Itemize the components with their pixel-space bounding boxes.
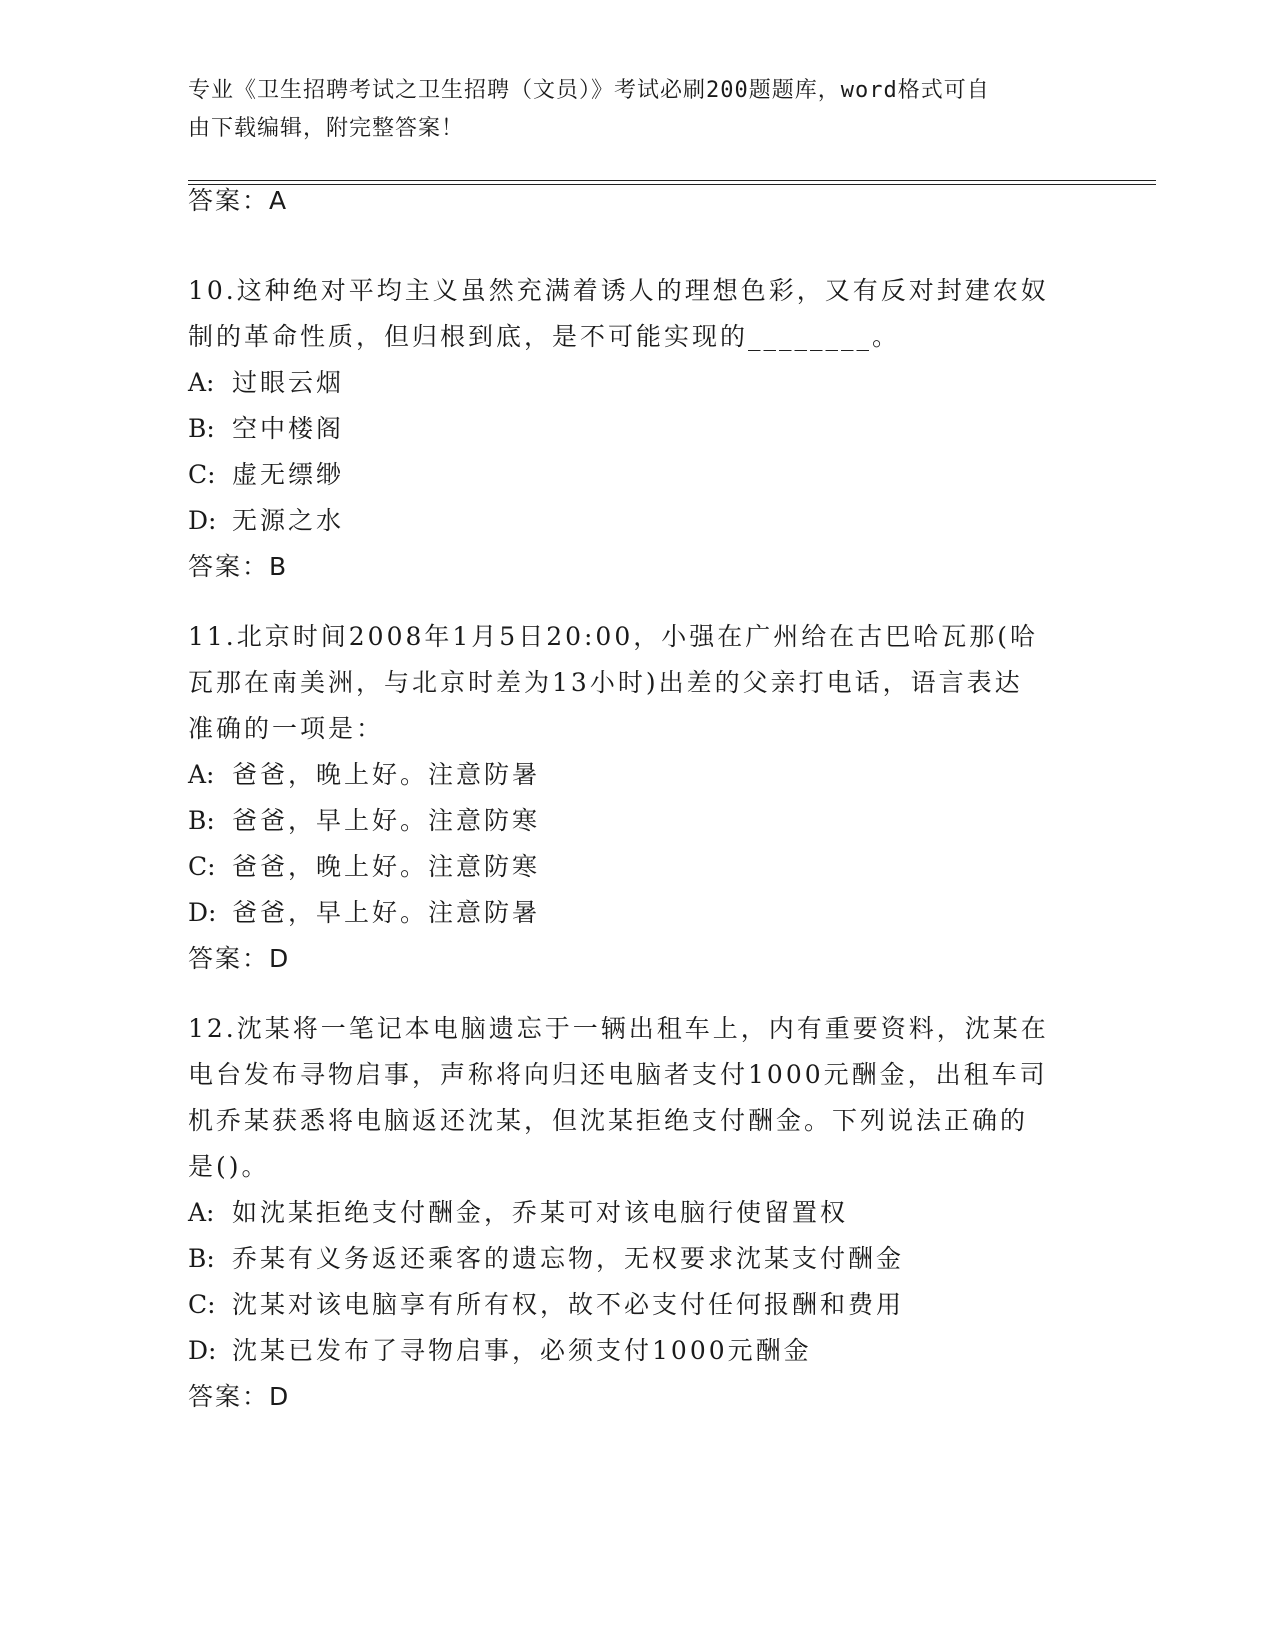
- stem-line: 准确的一项是：: [188, 714, 385, 743]
- header-line-2: 由下载编辑，附完整答案！: [188, 116, 465, 141]
- previous-answer-block: [188, 178, 1088, 224]
- option-text: 爸爸，晚上好。注意防暑: [232, 760, 541, 789]
- option-b: [188, 1236, 1088, 1282]
- option-key: C:: [188, 460, 216, 489]
- option-text: 爸爸，晚上好。注意防寒: [232, 852, 541, 881]
- option-text: 无源之水: [232, 506, 345, 535]
- question-12: [188, 1006, 1088, 1420]
- answer-label: 答案：B: [188, 552, 289, 581]
- header-line-1: 专业《卫生招聘考试之卫生招聘（文员）》考试必刷200题题库，word格式可自: [188, 78, 990, 103]
- option-c: [188, 844, 1088, 890]
- answer-label: 答案：D: [188, 1382, 291, 1411]
- document-header: [188, 72, 1068, 148]
- option-text: 爸爸，早上好。注意防暑: [232, 898, 541, 927]
- option-text: 如沈某拒绝支付酬金，乔某可对该电脑行使留置权: [232, 1198, 849, 1227]
- stem-line: 12.沈某将一笔记本电脑遗忘于一辆出租车上，内有重要资料，沈某在: [188, 1014, 1049, 1043]
- option-text: 沈某已发布了寻物启事，必须支付1000元酬金: [232, 1336, 812, 1365]
- option-text: 乔某有义务返还乘客的遗忘物，无权要求沈某支付酬金: [232, 1244, 905, 1273]
- stem-line: 电台发布寻物启事，声称将向归还电脑者支付1000元酬金，出租车司: [188, 1060, 1048, 1089]
- question-stem: [188, 268, 1088, 360]
- option-key: A:: [188, 368, 215, 397]
- answer-label: 答案：A: [188, 186, 289, 215]
- option-key: B:: [188, 1244, 215, 1273]
- option-d: [188, 1328, 1088, 1374]
- option-a: [188, 752, 1088, 798]
- option-key: B:: [188, 806, 215, 835]
- stem-line: 10.这种绝对平均主义虽然充满着诱人的理想色彩，又有反对封建农奴: [188, 276, 1049, 305]
- option-b: [188, 406, 1088, 452]
- option-key: A:: [188, 760, 215, 789]
- option-a: [188, 360, 1088, 406]
- option-key: B:: [188, 414, 215, 443]
- option-key: D:: [188, 898, 217, 927]
- option-text: 虚无缥缈: [232, 460, 345, 489]
- option-b: [188, 798, 1088, 844]
- question-10: [188, 268, 1088, 590]
- answer-label: 答案：D: [188, 944, 291, 973]
- stem-line: 是()。: [188, 1152, 270, 1181]
- option-key: D:: [188, 506, 217, 535]
- option-a: [188, 1190, 1088, 1236]
- stem-line: 制的革命性质，但归根到底，是不可能实现的________。: [188, 322, 901, 351]
- option-text: 过眼云烟: [232, 368, 345, 397]
- option-key: D:: [188, 1336, 217, 1365]
- option-text: 空中楼阁: [232, 414, 345, 443]
- option-key: A:: [188, 1198, 215, 1227]
- question-stem: [188, 614, 1088, 752]
- option-text: 沈某对该电脑享有所有权，故不必支付任何报酬和费用: [232, 1290, 905, 1319]
- option-d: [188, 890, 1088, 936]
- option-c: [188, 1282, 1088, 1328]
- option-d: [188, 498, 1088, 544]
- option-c: [188, 452, 1088, 498]
- option-key: C:: [188, 1290, 216, 1319]
- stem-line: 机乔某获悉将电脑返还沈某，但沈某拒绝支付酬金。下列说法正确的: [188, 1106, 1029, 1135]
- option-text: 爸爸，早上好。注意防寒: [232, 806, 541, 835]
- question-11: [188, 614, 1088, 982]
- option-key: C:: [188, 852, 216, 881]
- stem-line: 11.北京时间2008年1月5日20:00，小强在广州给在古巴哈瓦那(哈: [188, 622, 1038, 651]
- question-stem: [188, 1006, 1088, 1190]
- stem-line: 瓦那在南美洲，与北京时差为13小时)出差的父亲打电话，语言表达: [188, 668, 1023, 697]
